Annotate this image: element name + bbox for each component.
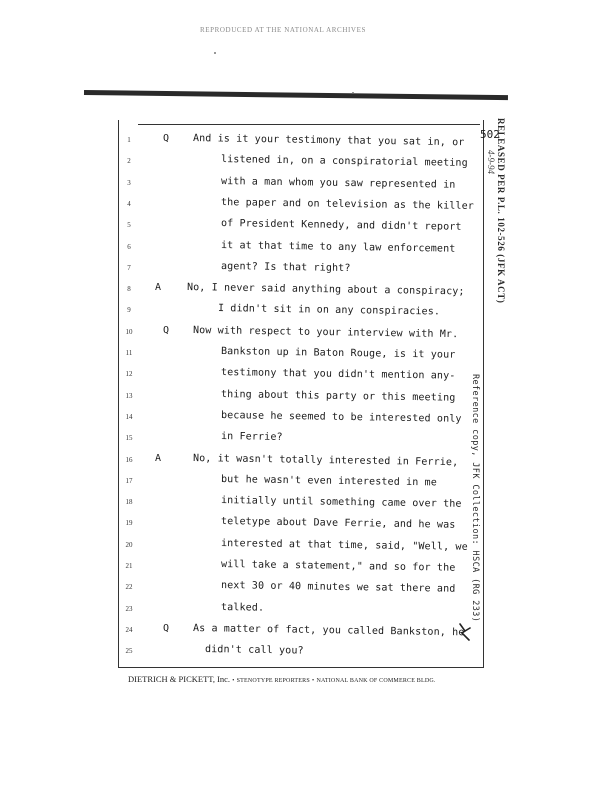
transcript-line: but he wasn't even interested in me (220, 473, 438, 489)
reporter-footer (128, 674, 436, 684)
transcript-line: listened in, on a conspiratorial meeting (220, 154, 468, 170)
transcript-line: As a matter of fact, you called Bankston, he (192, 622, 465, 639)
footer-separator: • (312, 678, 315, 684)
line-number: 2 (127, 157, 131, 166)
transcript-line: testimony that you didn't mention any- (220, 367, 456, 382)
transcript-line: thing about this party or this meeting (220, 388, 456, 404)
transcript-line: And is it your testimony that you sat in, or (192, 133, 465, 149)
line-number: 3 (127, 178, 131, 187)
transcript-line: didn't call you? (204, 644, 304, 657)
transcript-line: Bankston up in Baton Rouge, is it your (220, 346, 456, 361)
line-number: 23 (125, 604, 133, 613)
transcript-line: because he seemed to be interested only (220, 409, 462, 425)
transcript-line: the paper and on television as the killer (220, 196, 475, 212)
line-number: 14 (125, 412, 133, 421)
speaker-question: Q (163, 622, 170, 634)
line-number: 10 (125, 327, 133, 336)
transcript-line: in Ferrie? (220, 431, 283, 444)
footer-separator: • (232, 678, 235, 684)
speaker-answer: A (155, 452, 162, 464)
archives-header-stamp: REPRODUCED AT THE NATIONAL ARCHIVES (200, 26, 366, 34)
line-number: 11 (125, 349, 133, 357)
line-number: 19 (125, 519, 133, 528)
transcript-line: I didn't sit in on any conspiracies. (217, 303, 441, 318)
transcript-line: teletype about Dave Ferrie, and he was (220, 516, 456, 532)
transcript-line: agent? Is that right? (220, 260, 351, 274)
transcript-line: next 30 or 40 minutes we sat there and (220, 580, 456, 595)
line-number: 16 (125, 455, 133, 464)
footer-service: STENOTYPE REPORTERS (236, 678, 310, 684)
line-number: 18 (125, 498, 133, 507)
release-stamp: RELEASED PER P.L. 102-526 (JFK ACT) (496, 118, 506, 304)
line-number: 25 (125, 647, 133, 656)
line-number: 9 (127, 306, 131, 315)
transcript-line: with a man whom you saw represented in (220, 175, 456, 191)
footer-address: NATIONAL BANK OF COMMERCE BLDG. (316, 678, 436, 684)
line-number: 21 (125, 562, 133, 570)
transcript-line: interested at that time, said, "Well, we (220, 537, 468, 553)
transcript-line: initially until something came over the (220, 495, 462, 510)
line-number: 20 (125, 540, 133, 549)
pen-mark-icon (458, 622, 472, 642)
transcript-line: of President Kennedy, and didn't report (220, 218, 462, 233)
line-number: 7 (127, 263, 131, 272)
page-number: 502 (480, 128, 500, 141)
transcript-line: No, I never said anything about a conspiracy; (186, 282, 465, 298)
line-number: 8 (127, 285, 131, 294)
line-number: 22 (125, 583, 133, 592)
line-number: 15 (125, 434, 133, 443)
release-handwritten-date: 4-9-94 (486, 150, 496, 174)
line-number: 6 (127, 242, 131, 251)
line-number: 12 (125, 370, 133, 379)
transcript-line: Now with respect to your interview with Mr. (192, 324, 459, 340)
line-number: 5 (127, 221, 131, 230)
line-number: 13 (125, 391, 133, 400)
line-number: 24 (125, 625, 133, 634)
transcript-line: it at that time to any law enforcement (220, 239, 456, 255)
reference-copy-stamp: Reference copy, JFK Collection: HSCA (RG 233) (470, 374, 480, 623)
line-number: 17 (125, 476, 133, 485)
footer-company: DIETRICH & PICKETT, Inc. (128, 674, 231, 684)
line-number: 1 (127, 136, 131, 144)
transcript-line: talked. (220, 601, 265, 614)
speaker-question: Q (163, 133, 170, 144)
line-number: 4 (127, 199, 131, 208)
speaker-answer: A (155, 282, 162, 294)
transcript-line: will take a statement," and so for the (220, 559, 456, 574)
transcript-line: No, it wasn't totally interested in Ferrie, (192, 452, 459, 468)
speaker-question: Q (163, 324, 170, 336)
